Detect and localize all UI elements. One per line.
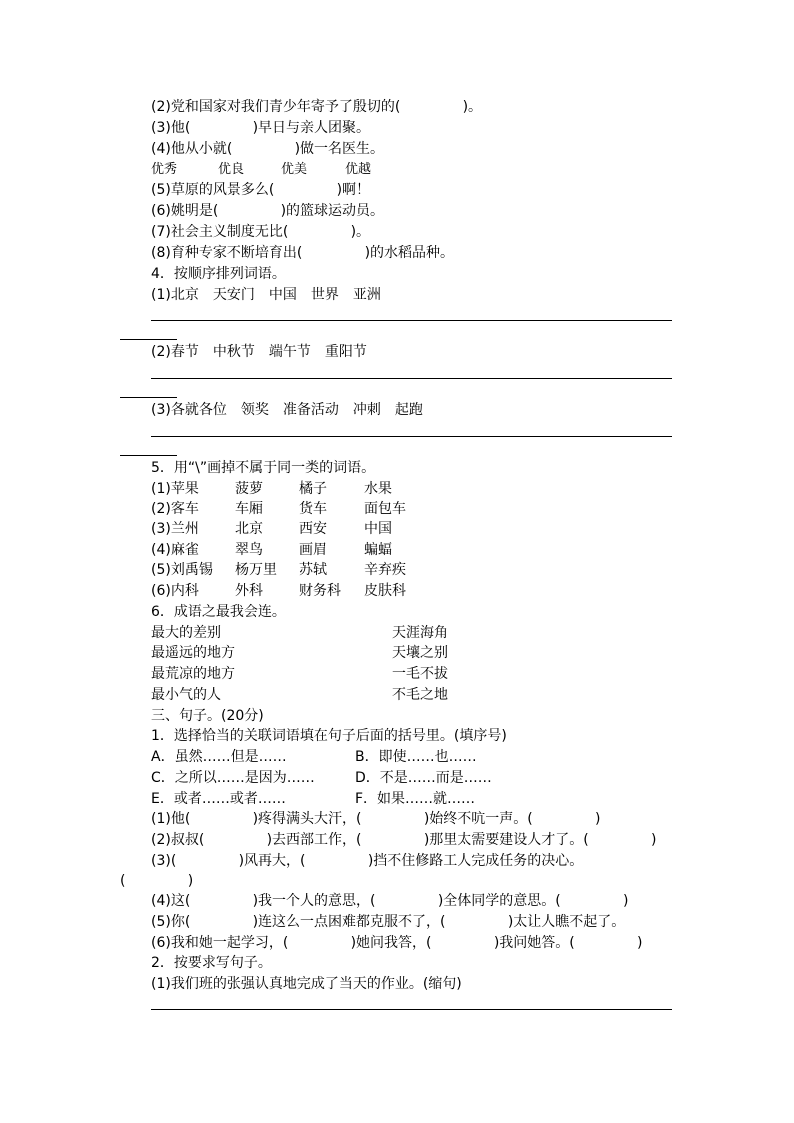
q5-row-3-w3[interactable]: 西安 xyxy=(299,521,327,537)
q6-left-1[interactable]: 最大的差别 xyxy=(151,625,221,641)
q5-row-6-w1[interactable]: (6)内科 xyxy=(151,583,199,599)
q5-row-1-w4[interactable]: 水果 xyxy=(364,481,392,497)
q5-row-3-w1[interactable]: (3)兰州 xyxy=(151,521,199,537)
section3-title: 三、句子。(20分) xyxy=(151,708,264,724)
q5-row-6-w3[interactable]: 财务科 xyxy=(299,583,341,599)
q5-row-1-w2[interactable]: 菠萝 xyxy=(235,481,263,497)
q4-answer-line-3-tail xyxy=(120,455,177,456)
q4-item-2: (2)春节 中秋节 端午节 重阳节 xyxy=(151,344,367,360)
s3-sentence-2[interactable]: (2)叔叔( )去西部工作，( )那里太需要建设人才了。( ) xyxy=(151,832,657,848)
q3-item-2: (2)党和国家对我们青少年寄予了殷切的( )。 xyxy=(151,99,483,115)
q5-row-4-w1[interactable]: (4)麻雀 xyxy=(151,542,199,558)
q4-answer-line-1-tail xyxy=(120,339,177,340)
q4-item-1: (1)北京 天安门 中国 世界 亚洲 xyxy=(151,287,381,303)
q6-right-1[interactable]: 天涯海角 xyxy=(392,625,448,641)
q5-row-4-w3[interactable]: 画眉 xyxy=(299,542,327,558)
q3-item-4: (4)他从小就( )做一名医生。 xyxy=(151,141,385,157)
q5-row-2-w3[interactable]: 货车 xyxy=(299,501,327,517)
q5-row-5-w3[interactable]: 苏轼 xyxy=(299,562,327,578)
q6-left-4[interactable]: 最小气的人 xyxy=(151,687,221,703)
s3-sentence-3[interactable]: (3)( )风再大，( )挡不住修路工人完成任务的决心。 xyxy=(151,853,584,869)
q5-row-5-w1[interactable]: (5)刘禹锡 xyxy=(151,562,213,578)
q6-title: 6．成语之最我会连。 xyxy=(151,604,286,620)
s3-sentence-5[interactable]: (5)你( )连这么一点困难都克服不了，( )太让人瞧不起了。 xyxy=(151,914,626,930)
q3-item-8: (8)育种专家不断培育出( )的水稻品种。 xyxy=(151,245,455,261)
q5-row-3-w4[interactable]: 中国 xyxy=(364,521,392,537)
q5-row-5-w4[interactable]: 辛弃疾 xyxy=(364,562,406,578)
s3-q2-title: 2．按要求写句子。 xyxy=(151,955,272,971)
q6-right-2[interactable]: 天壤之别 xyxy=(392,645,448,661)
q5-title: 5．用“\”画掉不属于同一类的词语。 xyxy=(151,460,376,476)
q5-row-2-w2[interactable]: 车厢 xyxy=(235,501,263,517)
q4-answer-line-1[interactable] xyxy=(151,320,672,321)
q5-row-5-w2[interactable]: 杨万里 xyxy=(235,562,277,578)
s3-sentence-3-answer[interactable]: ( ) xyxy=(120,873,194,889)
q6-right-3[interactable]: 一毛不拔 xyxy=(392,666,448,682)
q4-answer-line-2[interactable] xyxy=(151,378,672,379)
s3-option-f: F．如果……就…… xyxy=(355,791,476,807)
q3-item-5: (5)草原的风景多么( )啊！ xyxy=(151,182,371,198)
s3-sentence-4[interactable]: (4)这( )我一个人的意思，( )全体同学的意思。( ) xyxy=(151,893,629,909)
q5-row-1-w1[interactable]: (1)苹果 xyxy=(151,481,199,497)
q3-item-3: (3)他( )早日与亲人团聚。 xyxy=(151,120,371,136)
q3-option-3: 优美 xyxy=(281,162,308,177)
s3-q1-title: 1．选择恰当的关联词语填在句子后面的括号里。(填序号) xyxy=(151,728,507,744)
s3-option-d: D．不是……而是…… xyxy=(355,770,492,786)
q5-row-4-w2[interactable]: 翠鸟 xyxy=(235,542,263,558)
q5-row-2-w1[interactable]: (2)客车 xyxy=(151,501,199,517)
s3-sentence-1[interactable]: (1)他( )疼得满头大汗，( )始终不吭一声。( ) xyxy=(151,811,601,827)
q3-item-6: (6)姚明是( )的篮球运动员。 xyxy=(151,203,385,219)
q6-left-3[interactable]: 最荒凉的地方 xyxy=(151,666,235,682)
s3-option-c: C．之所以……是因为…… xyxy=(151,770,315,786)
q5-row-6-w4[interactable]: 皮肤科 xyxy=(364,583,406,599)
q3-option-2: 优良 xyxy=(218,162,245,177)
q4-title: 4．按顺序排列词语。 xyxy=(151,266,286,282)
q6-left-2[interactable]: 最遥远的地方 xyxy=(151,645,235,661)
q4-answer-line-2-tail xyxy=(120,397,177,398)
q5-row-4-w4[interactable]: 蝙蝠 xyxy=(364,542,392,558)
q3-option-1: 优秀 xyxy=(151,162,178,177)
q5-row-6-w2[interactable]: 外科 xyxy=(235,583,263,599)
s3-option-e: E．或者……或者…… xyxy=(151,791,286,807)
q5-row-3-w2[interactable]: 北京 xyxy=(235,521,263,537)
s3-option-a: A．虽然……但是…… xyxy=(151,749,287,765)
q4-item-3: (3)各就各位 领奖 准备活动 冲刺 起跑 xyxy=(151,402,423,418)
q6-right-4[interactable]: 不毛之地 xyxy=(392,687,448,703)
s3-q2-answer-line-1[interactable] xyxy=(151,1009,672,1010)
s3-sentence-6[interactable]: (6)我和她一起学习，( )她问我答，( )我问她答。( ) xyxy=(151,935,643,951)
q3-option-4: 优越 xyxy=(345,162,372,177)
q5-row-2-w4[interactable]: 面包车 xyxy=(364,501,406,517)
q5-row-1-w3[interactable]: 橘子 xyxy=(299,481,327,497)
q4-answer-line-3[interactable] xyxy=(151,436,672,437)
s3-option-b: B．即使……也…… xyxy=(355,749,477,765)
q3-item-7: (7)社会主义制度无比( )。 xyxy=(151,224,371,240)
s3-q2-item-1: (1)我们班的张强认真地完成了当天的作业。(缩句) xyxy=(151,976,462,992)
